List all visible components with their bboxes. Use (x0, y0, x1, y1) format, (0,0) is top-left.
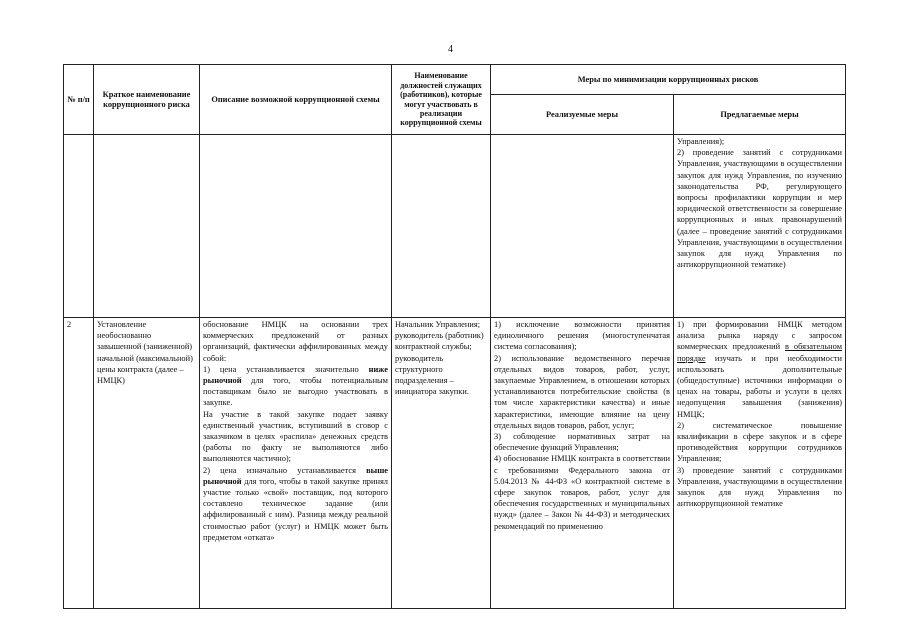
scheme-text: 2) цена изначально устанавливается выше рыночной для того, чтобы в такой закупке принял участие только «свой» поставщик, под которого составлено техническое задание (или аффилированный с ним). Разница между реальной стоимостью работ (услуг) и НМЦК может быть предметом «отката» (203, 465, 388, 542)
cell-proposed-continued (674, 135, 846, 318)
cell-num: 2 (64, 318, 94, 609)
cell-empty (491, 135, 674, 318)
cell-implemented (491, 318, 674, 609)
header-scheme: Описание возможной коррупционной схемы (200, 65, 392, 135)
header-positions: Наименование должностей служащих (работников), которые могут участвовать в реализации коррупционной схемы (392, 65, 491, 135)
cell-empty (64, 135, 94, 318)
header-measures: Меры по минимизации коррупционных рисков (491, 65, 846, 95)
cell-risk: Установление необоснованно завышенной (заниженной) начальной (максимальной) цены контракта (далее – НМЦК) (94, 318, 200, 609)
corruption-risk-table (63, 64, 846, 609)
cell-empty (94, 135, 200, 318)
scheme-text: 1) цена устанавливается значительно ниже рыночной для того, чтобы потенциальным поставщикам было не выгодно участвовать в закупке. (203, 364, 388, 408)
header-proposed: Предлагаемые меры (674, 95, 846, 135)
cell-proposed (674, 318, 846, 609)
header-implemented: Реализуемые меры (491, 95, 674, 135)
header-num: № п/п (64, 65, 94, 135)
table-header-row (64, 65, 846, 95)
page-number: 4 (448, 44, 453, 55)
table-row-2 (64, 318, 846, 609)
scheme-text: На участие в такой закупке подает заявку единственный участник, вступивший в сговор с заказчиком в целях «распила» денежных средств (работы по факту не выполняются либо выполняются частично); (203, 409, 388, 464)
proposed-text: Управления); (677, 137, 725, 146)
proposed-text: 1) при формировании НМЦК методом анализа рынка наряду с запросом коммерческих предложений в обязательном порядке изучать и при необходимости использовать дополнительные (общедоступные) источники информации о ценах на товары, работы и услуги в целях недопущения завышения (занижения) НМЦК; (677, 320, 842, 419)
cell-scheme (200, 318, 392, 609)
implemented-text: 2) использование ведомственного перечня отдельных видов товаров, работ, услуг, закупаемые Управлением, в отношении которых устанавливаются потребительские свойства (в том числе характеристики качества) и иные характеристики, имеющие влияние на цену отдельных видов товаров, работ, услуг; (494, 353, 670, 430)
proposed-text: 2) систематическое повышение квалификации в сфере закупок и в сфере противодействия коррупции сотрудников Управления; (677, 420, 842, 464)
implemented-text: 4) обоснование НМЦК контракта в соответствии с требованиями Федерального закона от 5.04.2013 № 44-ФЗ «О контрактной системе в сфере закупок товаров, работ, услуг для обеспечения государственных и муниципальных нужд» (далее – Закон № 44-ФЗ) и методических рекомендаций по применению (494, 454, 670, 531)
implemented-text: 3) соблюдение нормативных затрат на обеспечение функций Управления; (494, 432, 670, 453)
implemented-text: 1) исключение возможности принятия единоличного решения (многоступенчатая система согласования); (494, 320, 670, 352)
scheme-text: обоснование НМЦК на основании трех коммерческих предложений от разных организаций, фактически аффилированных между собой: (203, 320, 388, 363)
cell-empty (200, 135, 392, 318)
proposed-text: 2) проведение занятий с сотрудниками Управления, участвующими в осуществлении закупок для нужд Управления, по изучению законодательства РФ, регулирующего вопросы профилактики коррупции и мер юридической ответственности за совершение коррупционных и иных правонарушений (далее – проведение занятий с сотрудниками Управления, участвующими в осуществлении закупок для нужд Управления по антикоррупционной тематике) (677, 148, 842, 270)
cell-empty (392, 135, 491, 318)
proposed-text: 3) проведение занятий с сотрудниками Управления, участвующими в осуществлении закупок для нужд Управления по антикоррупционной тематике (677, 465, 842, 509)
cell-positions: Начальник Управления; руководитель (работник) контрактной службы; руководитель структурного подразделения – инициатора закупки. (392, 318, 491, 609)
table-row-continued (64, 135, 846, 318)
header-risk: Краткое наименование коррупционного риска (94, 65, 200, 135)
